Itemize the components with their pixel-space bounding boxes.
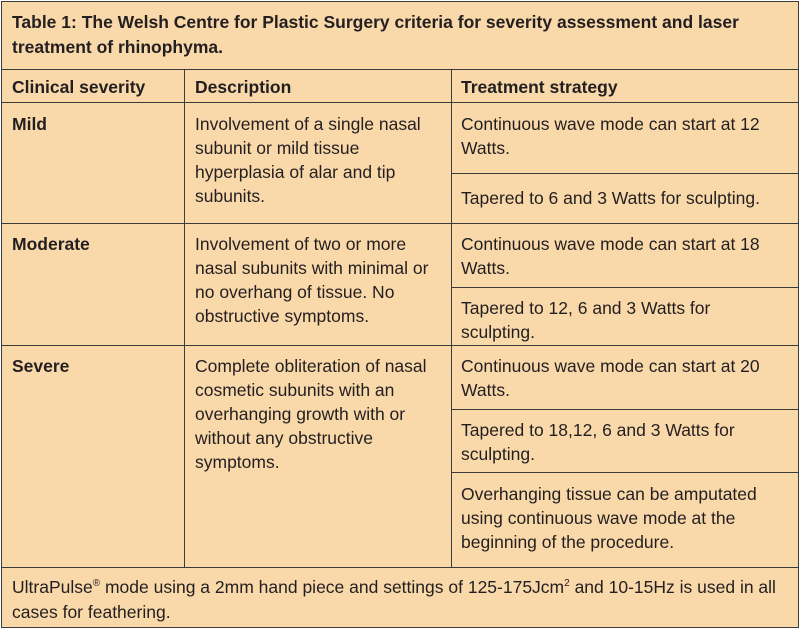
superscript-two: 2 [564, 578, 570, 589]
divider [2, 102, 798, 103]
treatment-severe-1: Continuous wave mode can start at 20 Watts. [461, 356, 760, 400]
divider [2, 69, 798, 70]
divider [451, 69, 452, 567]
severity-severe: Severe [12, 356, 70, 376]
description-severe: Complete obliteration of nasal cosmetic subunits with an overhanging growth with or without any obstructive symptoms. [195, 356, 427, 472]
treatment-severe-3: Overhanging tissue can be amputated using continuous wave mode at the beginning of the procedure. [461, 484, 757, 552]
table-footnote [12, 575, 792, 625]
footnote-text: UltraPulse [12, 577, 93, 597]
column-header-severity: Clinical severity [12, 77, 146, 97]
description-mild: Involvement of a single nasal subunit or mild tissue hyperplasia of alar and tip subunits. [195, 114, 421, 206]
divider [2, 345, 798, 346]
severity-mild: Mild [12, 114, 47, 134]
severity-table [1, 1, 799, 628]
treatment-moderate-1: Continuous wave mode can start at 18 Watts. [461, 234, 760, 278]
footnote-text: mode using a 2mm hand piece and settings of 125-175Jcm [100, 577, 565, 597]
column-header-treatment: Treatment strategy [461, 77, 618, 97]
treatment-moderate-2: Tapered to 12, 6 and 3 Watts for sculpting. [461, 298, 711, 342]
treatment-mild-2: Tapered to 6 and 3 Watts for sculpting. [461, 188, 760, 208]
footnote-text: and 10-15Hz is used in all cases for feathering. [12, 577, 776, 622]
divider [451, 409, 798, 410]
treatment-severe-2: Tapered to 18,12, 6 and 3 Watts for sculpting. [461, 420, 735, 464]
table-caption: Table 1: The Welsh Centre for Plastic Surgery criteria for severity assessment and laser treatment of rhinophyma. [12, 12, 739, 57]
divider [451, 173, 798, 174]
divider [451, 472, 798, 473]
divider [2, 223, 798, 224]
treatment-mild-1: Continuous wave mode can start at 12 Watts. [461, 114, 760, 158]
divider [451, 287, 798, 288]
registered-mark: ® [92, 578, 101, 589]
description-moderate: Involvement of two or more nasal subunits with minimal or no overhang of tissue. No obstructive symptoms. [195, 234, 429, 326]
severity-moderate: Moderate [12, 234, 90, 254]
column-header-description: Description [195, 77, 292, 97]
divider [184, 69, 185, 567]
divider [2, 567, 798, 568]
